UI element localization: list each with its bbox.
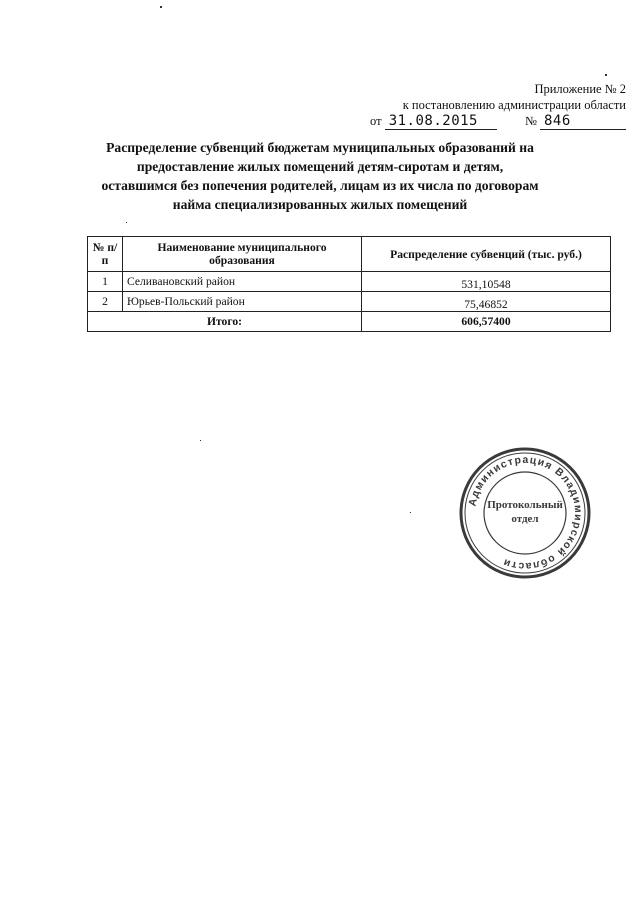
official-stamp-seal bbox=[458, 446, 592, 580]
decree-date: 31.08.2015 bbox=[385, 113, 497, 130]
date-prefix: от bbox=[370, 114, 382, 128]
annex-title: Приложение № 2 bbox=[534, 82, 626, 96]
total-value: 606,57400 bbox=[362, 312, 611, 332]
scan-speck bbox=[605, 74, 607, 76]
number-prefix: № bbox=[524, 114, 537, 128]
row-municipality: Юрьев-Польский район bbox=[123, 292, 362, 312]
document-title: Распределение субвенций бюджетам муниципальных образований на предоставление жилых помещений детям-сиротам и детям, оставшимся без попечения родителей, лицам из их числа по договорам найма специализированных жилых помещений bbox=[101, 140, 539, 212]
table-row bbox=[88, 272, 611, 292]
table-row bbox=[88, 292, 611, 312]
scan-speck bbox=[126, 222, 127, 223]
column-header-municipality: Наименование муниципального образования bbox=[123, 237, 362, 272]
subvention-table bbox=[87, 236, 611, 332]
column-header-number: № п/п bbox=[88, 237, 123, 272]
annex-decree-reference: к постановлению администрации области bbox=[402, 98, 626, 112]
row-municipality: Селивановский район bbox=[123, 272, 362, 292]
total-label: Итого: bbox=[88, 312, 362, 332]
scan-speck bbox=[200, 440, 201, 441]
decree-date-number-row bbox=[366, 113, 626, 130]
column-header-distribution: Распределение субвенций (тыс. руб.) bbox=[362, 237, 611, 272]
decree-number: 846 bbox=[540, 113, 626, 130]
row-value: 531,10548 bbox=[362, 272, 611, 292]
row-value: 75,46852 bbox=[362, 292, 611, 312]
table-total-row bbox=[88, 312, 611, 332]
scan-speck bbox=[410, 512, 411, 513]
row-number: 1 bbox=[88, 272, 123, 292]
stamp-center-line1: Протокольный bbox=[487, 499, 563, 511]
scan-speck bbox=[160, 6, 162, 8]
stamp-ring-text: Администрация Владимирской области bbox=[466, 453, 585, 573]
table-header-row bbox=[88, 237, 611, 272]
stamp-center-line2: отдел bbox=[511, 513, 539, 525]
annex-header bbox=[366, 81, 626, 130]
row-number: 2 bbox=[88, 292, 123, 312]
